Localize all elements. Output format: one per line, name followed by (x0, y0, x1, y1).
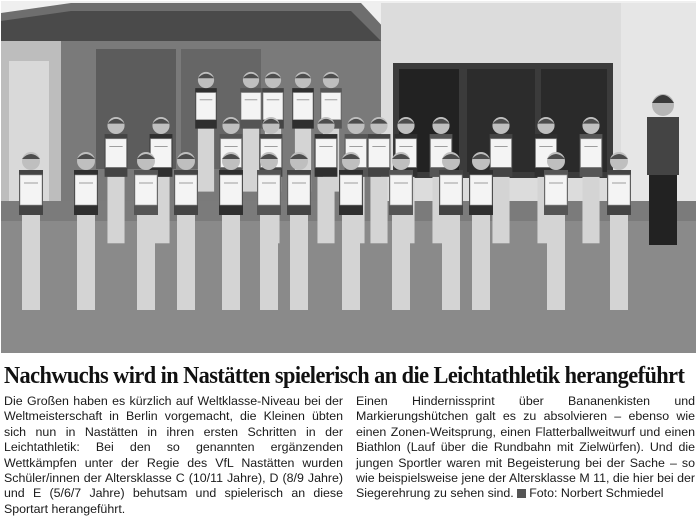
child-figure (19, 152, 43, 310)
article-body-left: Die Großen haben es kürzlich auf Weltklasse-Niveau bei der Weltmeisterschaft in Berlin vorgemacht, die Kleinen übten sich nun in Nastätten in ihren ersten Schritten in der Leichtathletik: Bei den so genannten ergänzenden Wettkämpfen unter der Regie des VfL Nastätten wurden Schüler/innen der Altersklasse C (10/11 Jahre), D (8/9 Jahre) und E (5/6/7 Jahre) behutsam und spielerisch an diese Sportart herangeführt. (4, 394, 343, 516)
article-photo (1, 1, 696, 353)
child-figure (74, 152, 98, 310)
child-figure (195, 72, 217, 192)
child-figure (339, 152, 363, 310)
child-figure (134, 152, 158, 310)
article-headline: Nachwuchs wird in Nastätten spielerisch an die Leichtathletik herangeführt (4, 363, 685, 389)
child-figure (469, 152, 493, 310)
child-figure (544, 152, 568, 310)
photo-credit (517, 486, 663, 500)
photo-credit-text: Foto: Norbert Schmiedel (529, 486, 664, 501)
article-body-right (356, 394, 695, 502)
article-body-right-text: Einen Hindernissprint über Bananenkisten und Markierungshütchen galt es zu absolvieren – ebenso wie einen Zonen-Weitsprung, einen Flatterballweitwurf und einen Biathlon (Lauf über die Rundbahn mit Zielwürfen). Und die jungen Sportler waren mit Begeisterung bei der Sache – so wie beispielsweise jene der Altersklasse M 11, die hier bei der Siegerehrung zu sehen sind. (356, 394, 695, 501)
child-figure (368, 117, 391, 243)
child-figure (389, 152, 413, 310)
child-figure (580, 117, 603, 243)
child-figure (105, 117, 128, 243)
child-figure (174, 152, 198, 310)
child-figure (490, 117, 513, 243)
child-figure (439, 152, 463, 310)
camera-square-icon (517, 489, 526, 498)
child-figure (315, 117, 338, 243)
child-figure (287, 152, 311, 310)
child-figure (607, 152, 631, 310)
child-figure (219, 152, 243, 310)
child-figure (257, 152, 281, 310)
